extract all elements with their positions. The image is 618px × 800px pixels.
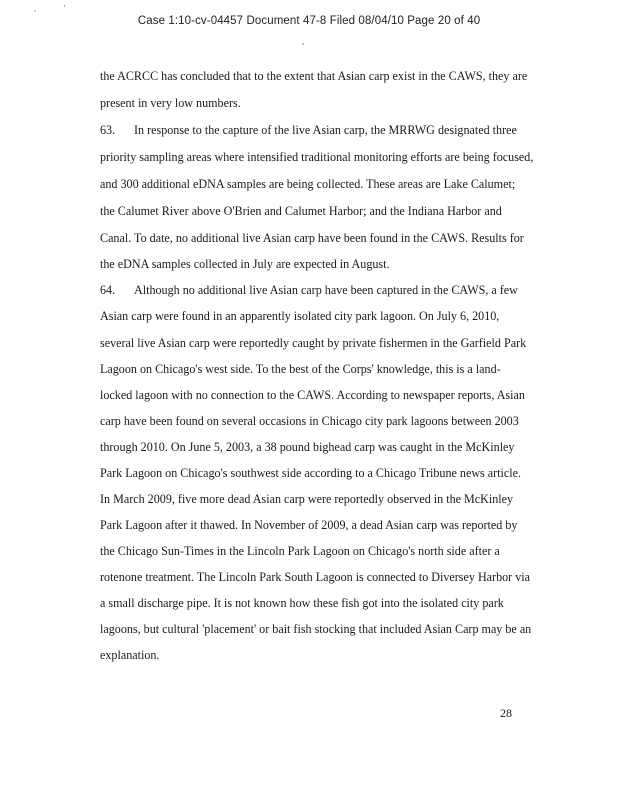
text-line: Asian carp were found in an apparently isolated city park lagoon. On July 6, 2010,	[100, 309, 500, 323]
text-line: the eDNA samples collected in July are expected in August.	[100, 257, 390, 271]
paragraph-number: 63.	[100, 123, 116, 137]
scan-corner-mark: ,	[34, 4, 37, 13]
text-line: Lagoon on Chicago's west side. To the best of the Corps' knowledge, this is a land-	[100, 362, 501, 376]
text-line: Park Lagoon on Chicago's southwest side according to a Chicago Tribune news article.	[100, 466, 522, 480]
case-header: Case 1:10-cv-04457 Document 47-8 Filed 08/04/10 Page 20 of 40	[137, 15, 481, 27]
paragraph-64-start: 64. Although no additional live Asian carp have been captured in the CAWS, a few	[100, 283, 518, 297]
text-line: and 300 additional eDNA samples are being collected. These areas are Lake Calumet;	[100, 177, 516, 191]
text-line: several live Asian carp were reportedly caught by private fishermen in the Garfield Park	[100, 336, 527, 350]
paragraph-number: 64.	[100, 283, 116, 297]
text-line: lagoons, but cultural 'placement' or bait fish stocking that included Asian Carp may be an	[100, 622, 532, 636]
text-line: priority sampling areas where intensified traditional monitoring efforts are being focused,	[100, 150, 534, 164]
text-line: Park Lagoon after it thawed. In November of 2009, a dead Asian carp was reported by	[100, 518, 518, 532]
text-line: the Calumet River above O'Brien and Calumet Harbor; and the Indiana Harbor and	[100, 204, 502, 218]
page-number: 28	[500, 706, 512, 720]
text-line: In March 2009, five more dead Asian carp were reportedly observed in the McKinley	[100, 492, 514, 506]
text-line: a small discharge pipe. It is not known how these fish got into the isolated city park	[100, 596, 504, 610]
paragraph-63-start: 63. In response to the capture of the live Asian carp, the MRRWG designated three	[100, 123, 517, 137]
text-line: explanation.	[100, 648, 160, 662]
text-line: carp have been found on several occasions in Chicago city park lagoons between 2003	[100, 414, 519, 428]
text-line: present in very low numbers.	[100, 96, 241, 110]
text-line: locked lagoon with no connection to the CAWS. According to newspaper reports, Asian	[100, 388, 525, 402]
text-line: the ACRCC has concluded that to the extent that Asian carp exist in the CAWS, they are	[100, 69, 528, 83]
text-line: the Chicago Sun-Times in the Lincoln Park Lagoon on Chicago's north side after a	[100, 544, 500, 558]
scan-corner-mark: '	[64, 4, 66, 13]
scan-stray-mark: ,	[302, 37, 304, 46]
text-line: Canal. To date, no additional live Asian carp have been found in the CAWS. Results for	[100, 231, 524, 245]
text-line: rotenone treatment. The Lincoln Park South Lagoon is connected to Diversey Harbor via	[100, 570, 530, 584]
text-line: through 2010. On June 5, 2003, a 38 pound bighead carp was caught in the McKinley	[100, 440, 515, 454]
